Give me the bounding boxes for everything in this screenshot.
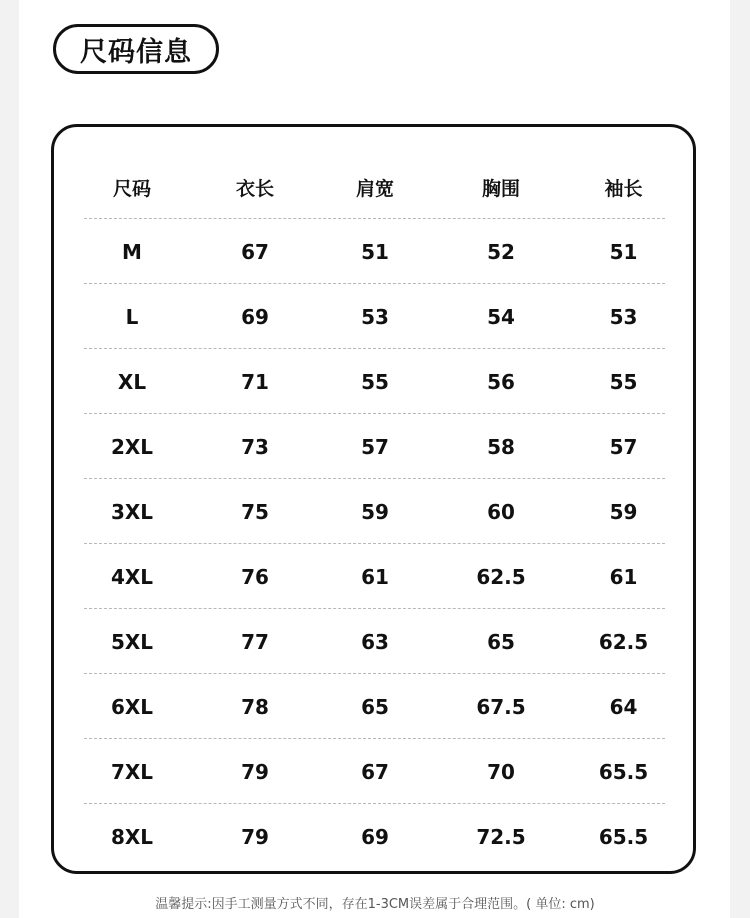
shoulder-cell: 53 (361, 305, 389, 329)
length-cell: 75 (241, 500, 269, 524)
sleeve-cell: 53 (609, 305, 638, 329)
shoulder-cell: 55 (361, 370, 389, 394)
size-cell: M (122, 240, 142, 264)
length-cell: 78 (241, 695, 269, 719)
sleeve-cell: 57 (609, 435, 638, 459)
header-chest: 胸围 (481, 177, 520, 200)
size-cell: 3XL (110, 500, 154, 524)
table-row (84, 805, 665, 869)
table-row (84, 610, 665, 674)
size-cell: 7XL (110, 760, 154, 784)
length-cell: 79 (241, 825, 269, 849)
table-row (84, 675, 665, 739)
length-cell: 69 (241, 305, 269, 329)
length-cell: 73 (241, 435, 269, 459)
length-cell: 67 (241, 240, 269, 264)
shoulder-cell: 57 (361, 435, 389, 459)
table-row (84, 545, 665, 609)
sleeve-cell: 51 (609, 240, 638, 264)
sleeve-cell: 59 (609, 500, 638, 524)
measurement-note: 温馨提示:因手工测量方式不同，存在1-3CM误差属于合理范围。( 单位: cm) (155, 897, 595, 912)
sleeve-cell: 65.5 (598, 825, 649, 849)
table-row (84, 480, 665, 544)
chest-cell: 58 (487, 435, 515, 459)
header-shoulder: 肩宽 (355, 177, 394, 200)
length-cell: 79 (241, 760, 269, 784)
sleeve-cell: 64 (609, 695, 638, 719)
chest-cell: 52 (487, 240, 515, 264)
chest-cell: 67.5 (476, 695, 526, 719)
chest-cell: 60 (487, 500, 515, 524)
size-cell: XL (117, 370, 147, 394)
size-cell: 8XL (110, 825, 154, 849)
size-cell: 6XL (110, 695, 154, 719)
table-row (84, 285, 665, 349)
size-cell: 4XL (110, 565, 154, 589)
page-title: 尺码信息 (53, 24, 219, 74)
table-row (84, 740, 665, 804)
table-row (84, 350, 665, 414)
shoulder-cell: 65 (361, 695, 389, 719)
header-sleeve: 袖长 (604, 177, 643, 200)
sleeve-cell: 61 (609, 565, 638, 589)
table-row (84, 415, 665, 479)
sleeve-cell: 62.5 (598, 630, 649, 654)
chest-cell: 56 (487, 370, 515, 394)
chest-cell: 72.5 (476, 825, 526, 849)
size-cell: 2XL (110, 435, 154, 459)
chest-cell: 70 (487, 760, 515, 784)
shoulder-cell: 63 (361, 630, 389, 654)
length-cell: 71 (241, 370, 269, 394)
header-size: 尺码 (112, 177, 151, 200)
sleeve-cell: 55 (609, 370, 638, 394)
shoulder-cell: 59 (361, 500, 389, 524)
shoulder-cell: 51 (361, 240, 389, 264)
length-cell: 77 (241, 630, 269, 654)
shoulder-cell: 61 (361, 565, 389, 589)
shoulder-cell: 69 (361, 825, 389, 849)
chest-cell: 62.5 (476, 565, 526, 589)
size-table (51, 124, 696, 874)
length-cell: 76 (241, 565, 269, 589)
table-row (84, 220, 665, 284)
chest-cell: 65 (487, 630, 515, 654)
chest-cell: 54 (487, 305, 515, 329)
header-length: 衣长 (235, 177, 274, 200)
size-cell: L (125, 305, 139, 329)
table-header-row (84, 155, 665, 219)
shoulder-cell: 67 (361, 760, 389, 784)
size-cell: 5XL (110, 630, 154, 654)
sleeve-cell: 65.5 (598, 760, 649, 784)
